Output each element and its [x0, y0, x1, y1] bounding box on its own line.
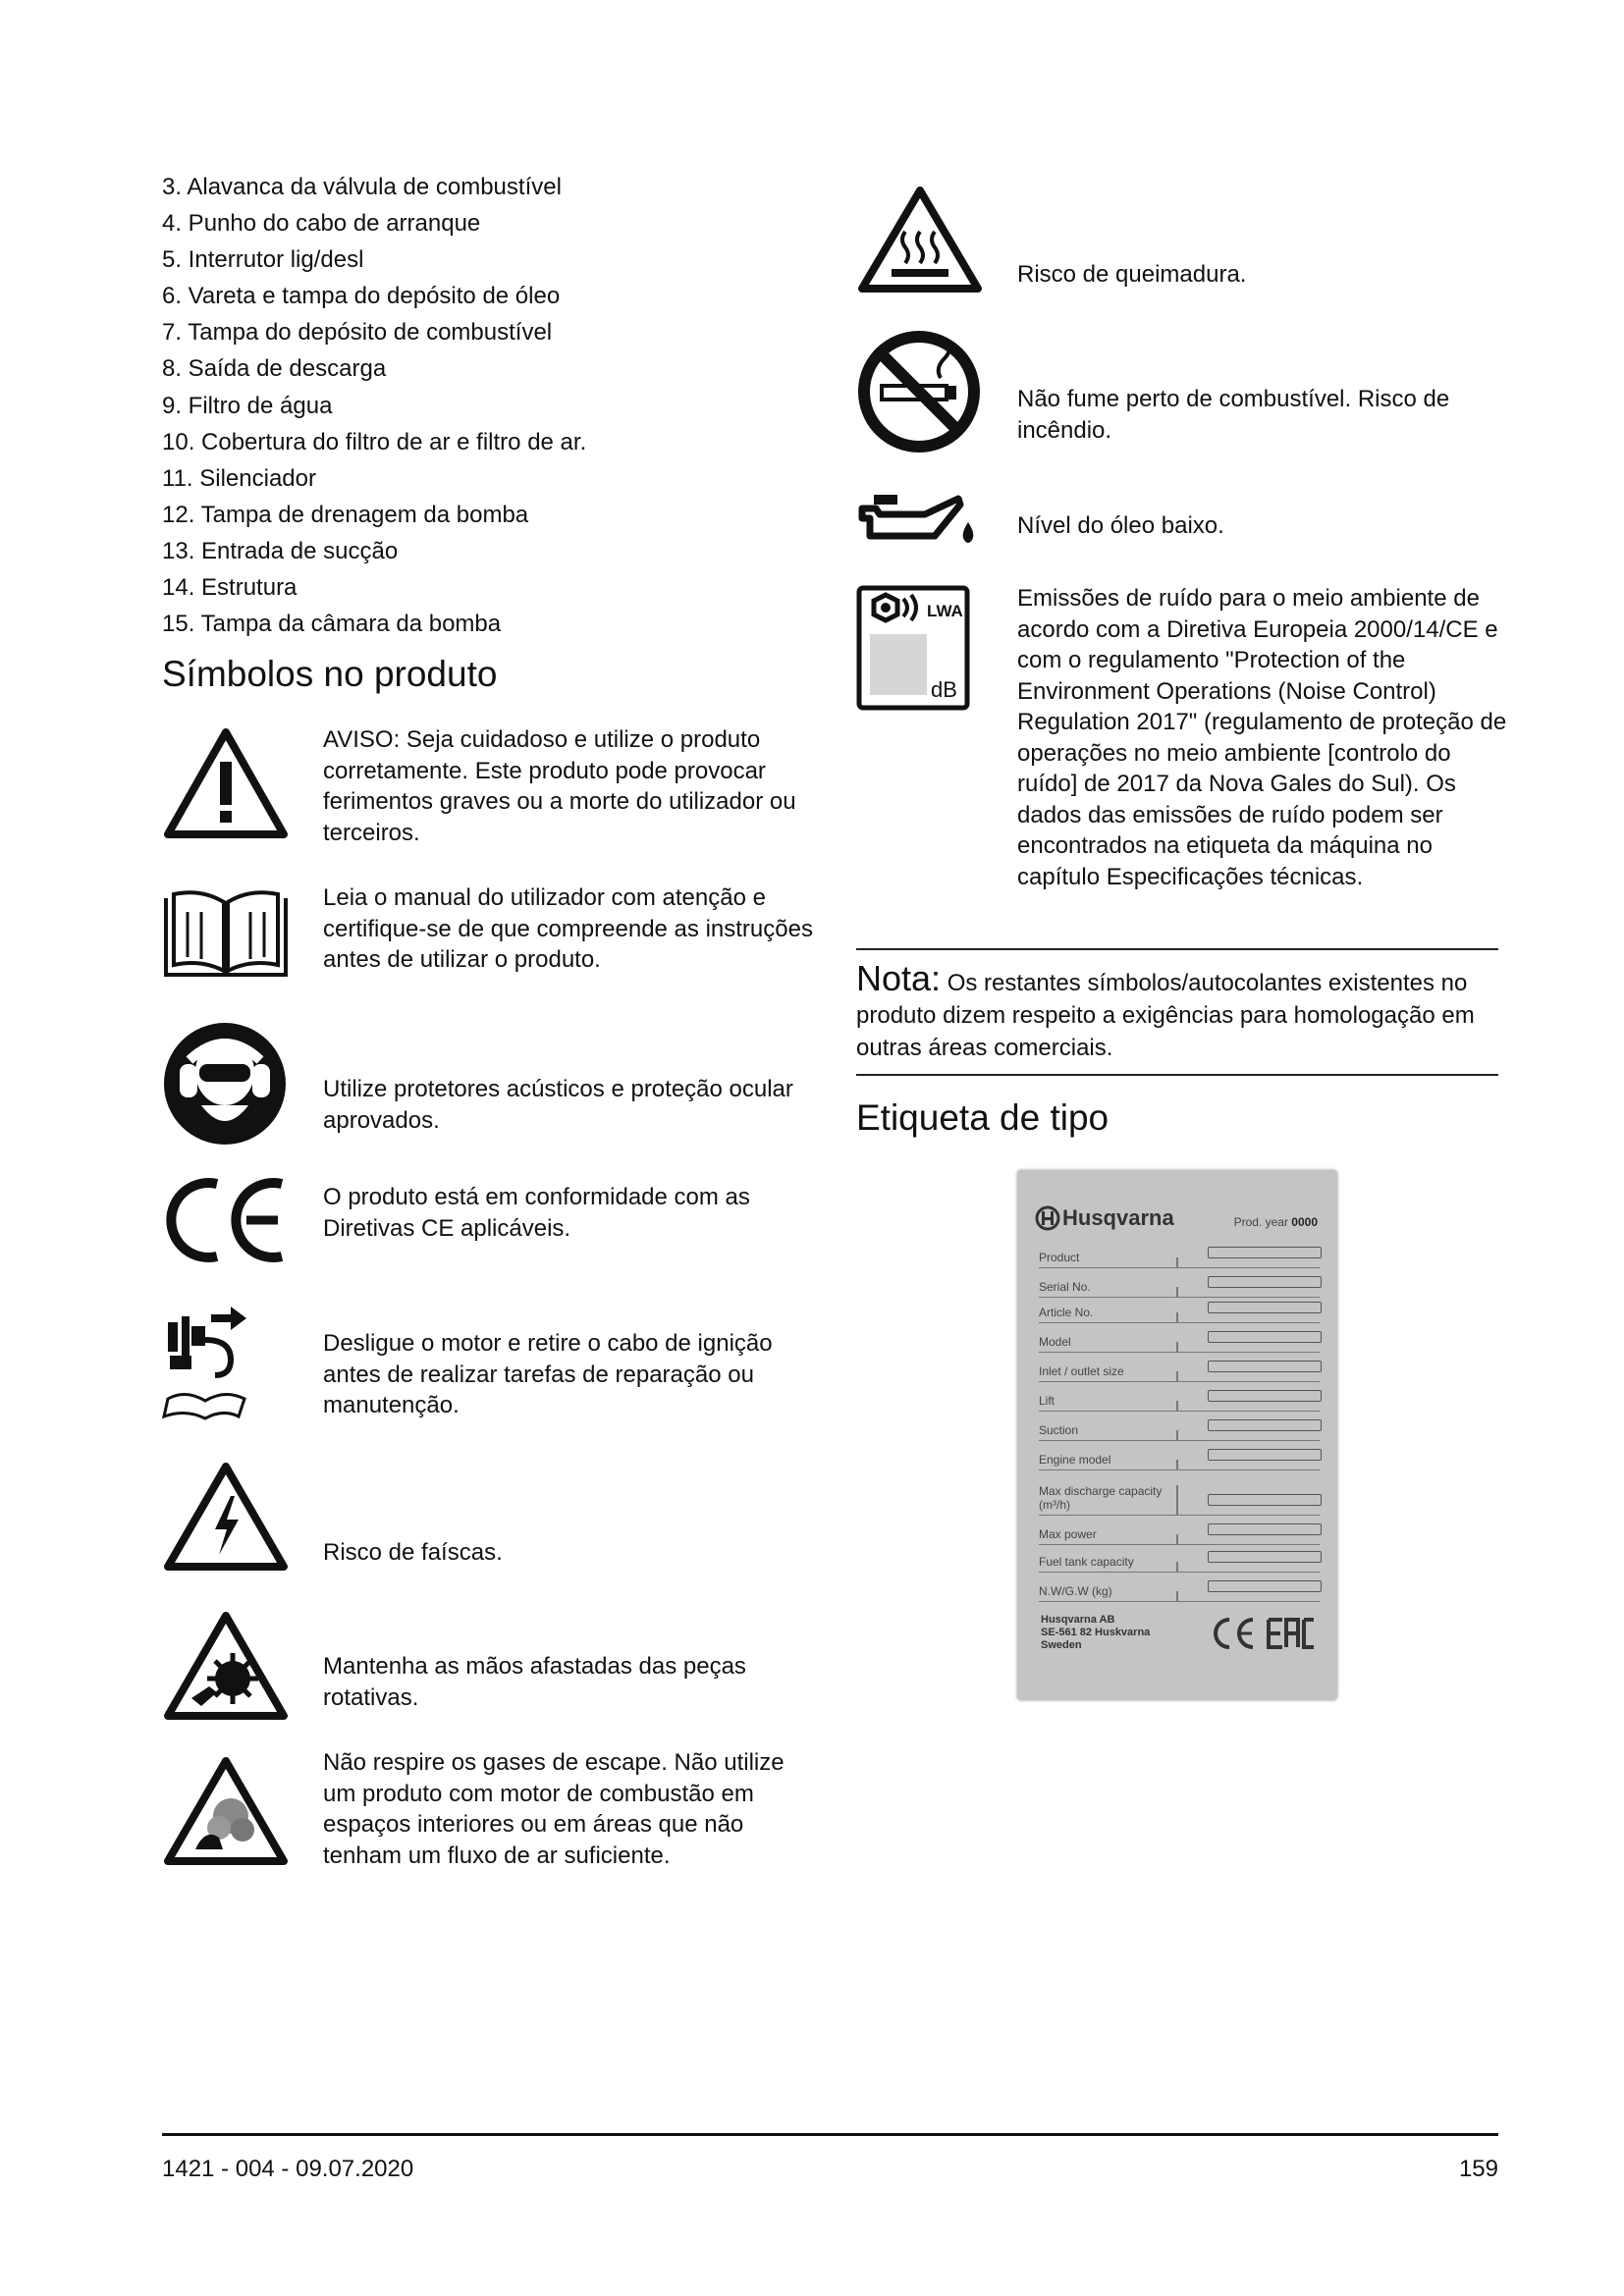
symbol-text: Emissões de ruído para o meio ambiente de acordo com a Diretiva Europeia 2000/14/CE e com o regulamento "Protection of the Environment Operations (Noise Control) Regulation 2017" (regulamento de proteção de operações no meio ambiente [controlo do ruído] de 2017 da Nova Gales do Sul). Os dados das emissões de ruído podem ser encontrados na etiqueta da máquina no capítulo Especificações técnicas. [1017, 585, 1507, 890]
noise-lwa-label: LWA [927, 602, 963, 620]
note-body: Os restantes símbolos/autocolantes existentes no produto dizem respeito a exigências para homologação em outras áreas comerciais. [856, 970, 1475, 1061]
symbol-text: AVISO: Seja cuidadoso e utilize o produto corretamente. Este produto pode provocar ferimentos graves ou a morte do utilizador ou terceiros. [323, 726, 796, 846]
plate-row: Fuel tank capacity [1039, 1545, 1320, 1573]
no-smoking-icon [856, 329, 982, 454]
manual-book-icon [162, 888, 290, 979]
low-oil-icon [856, 489, 984, 552]
list-item: 7. Tampa do depósito de combustível [162, 319, 553, 347]
ce-eac-marks-icon [1210, 1614, 1318, 1653]
plate-row: Model [1039, 1323, 1320, 1353]
list-item: 15. Tampa da câmara da bomba [162, 611, 502, 638]
noise-emission-icon [856, 585, 970, 711]
hot-surface-icon [856, 185, 984, 294]
symbol-text: Desligue o motor e retire o cabo de ignição antes de realizar tarefas de reparação ou manutenção. [323, 1330, 773, 1418]
list-item: 10. Cobertura do filtro de ar e filtro de ar. [162, 428, 587, 455]
symbol-text: Mantenha as mãos afastadas das peças rotativas. [323, 1653, 746, 1711]
symbol-text: Não respire os gases de escape. Não utilize um produto com motor de combustão em espaços interiores ou em áreas que não tenham um fluxo de ar suficiente. [323, 1749, 785, 1869]
symbol-text: Utilize protetores acústicos e proteção ocular aprovados. [323, 1076, 793, 1134]
warning-icon [162, 726, 290, 840]
husqvarna-logo-icon [1035, 1205, 1060, 1231]
symbol-text: Risco de queimadura. [1017, 261, 1247, 288]
footer-doc-code: 1421 - 004 - 09.07.2020 [162, 2156, 414, 2182]
plate-prod-year: Prod. year 0000 [1233, 1215, 1318, 1229]
list-item: 4. Punho do cabo de arranque [162, 210, 481, 238]
section-title-symbols: Símbolos no produto [162, 654, 498, 694]
type-plate-image [1017, 1170, 1337, 1700]
symbol-text: Nível do óleo baixo. [1017, 512, 1224, 539]
list-item: 3. Alavanca da válvula de combustível [162, 174, 562, 200]
hearing-eye-protection-icon [162, 1021, 288, 1147]
spark-risk-icon [162, 1461, 290, 1573]
plate-row: Max discharge capacity (m³/h) [1039, 1470, 1320, 1516]
plate-row: Lift [1039, 1382, 1320, 1412]
plate-brand: Husqvarna [1062, 1205, 1174, 1230]
disconnect-spark-plug-icon [162, 1301, 250, 1422]
list-item: 14. Estrutura [162, 574, 298, 602]
exhaust-gas-icon [162, 1755, 290, 1867]
symbol-text: Risco de faíscas. [323, 1539, 503, 1566]
plate-row: N.W/G.W (kg) [1039, 1573, 1320, 1602]
section-title-type-label: Etiqueta de tipo [856, 1097, 1110, 1138]
note-text [856, 958, 1498, 1064]
list-item: 6. Vareta e tampa do depósito de óleo [162, 283, 561, 310]
list-item: 13. Entrada de sucção [162, 537, 399, 564]
noise-db-label: dB [931, 677, 957, 702]
list-item: 12. Tampa de drenagem da bomba [162, 501, 529, 528]
rotating-parts-icon [162, 1610, 290, 1722]
plate-row: Article No. [1039, 1298, 1320, 1323]
list-item: 11. Silenciador [162, 464, 316, 492]
symbol-text: Não fume perto de combustível. Risco de incêndio. [1017, 386, 1450, 444]
plate-row: Max power [1039, 1516, 1320, 1545]
footer-divider [162, 2133, 1498, 2136]
list-item: 5. Interrutor lig/desl [162, 246, 364, 274]
parts-list [162, 169, 810, 642]
note-box [856, 948, 1498, 1076]
plate-row: Inlet / outlet size [1039, 1353, 1320, 1382]
plate-row: Serial No. [1039, 1268, 1320, 1298]
symbol-text: O produto está em conformidade com as Diretivas CE aplicáveis. [323, 1184, 750, 1242]
footer-page-number: 159 [1458, 2156, 1498, 2182]
list-item: 9. Filtro de água [162, 392, 333, 419]
plate-row: Suction [1039, 1412, 1320, 1441]
symbol-text: Leia o manual do utilizador com atenção e certifique-se de que compreende as instruções antes de utilizar o produto. [323, 884, 813, 973]
ce-mark-icon [162, 1176, 290, 1264]
plate-address: Husqvarna AB SE-561 82 Huskvarna Sweden [1041, 1614, 1151, 1651]
note-label: Nota: [856, 958, 942, 998]
plate-row: Engine model [1039, 1441, 1320, 1470]
plate-row: Product [1039, 1241, 1320, 1268]
list-item: 8. Saída de descarga [162, 355, 387, 383]
